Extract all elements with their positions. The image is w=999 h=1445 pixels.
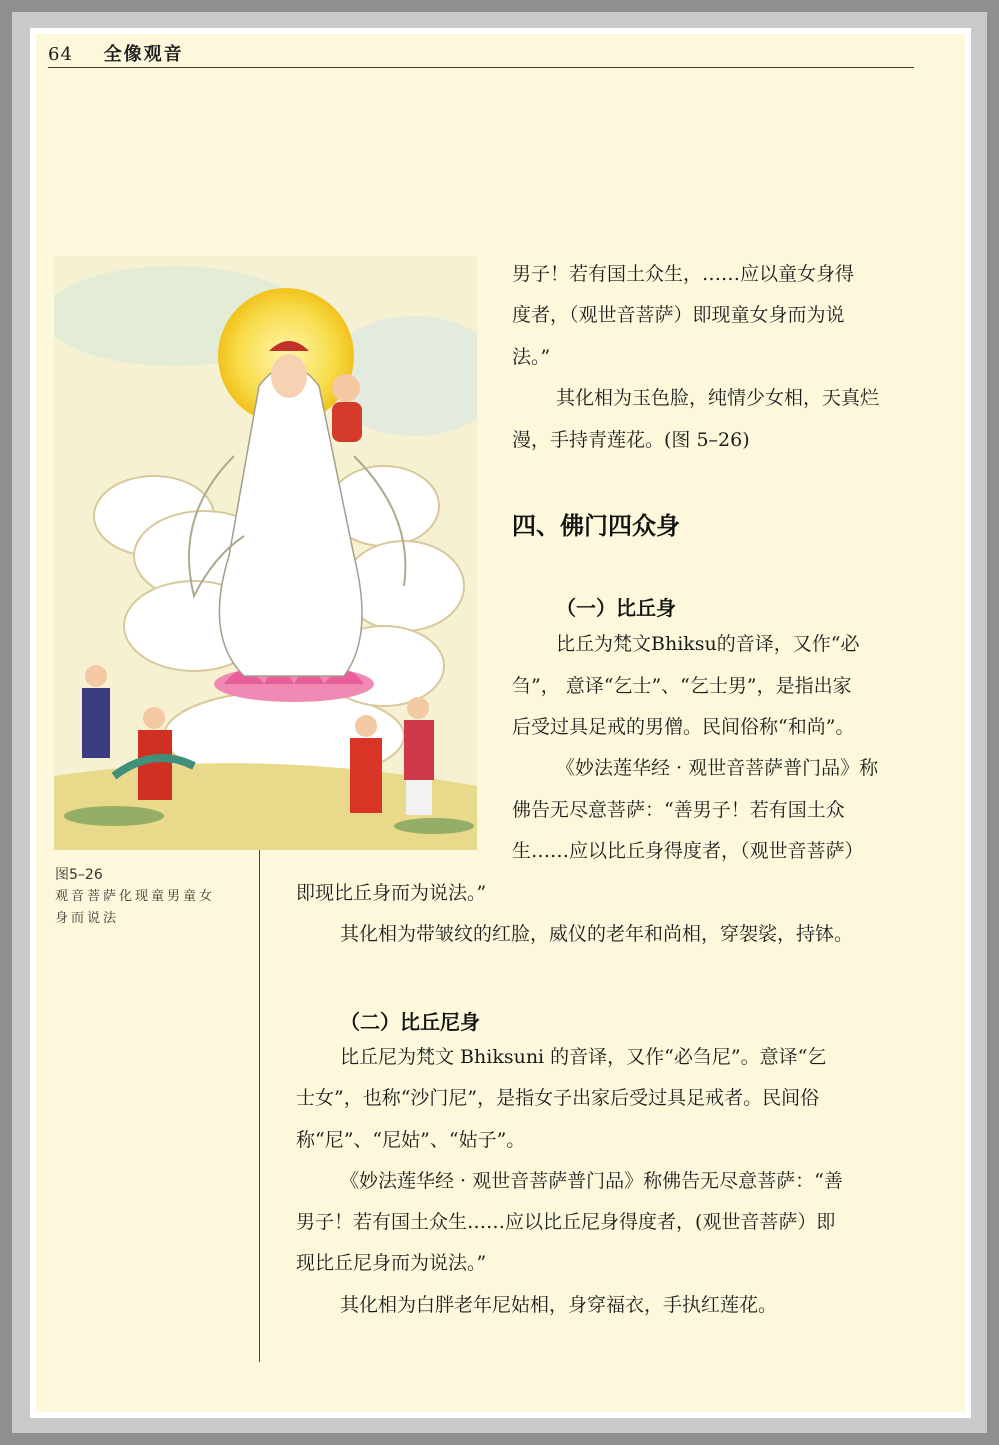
text-line: 其化相为玉色脸，纯情少女相，天真烂 <box>556 387 880 409</box>
child-figure <box>332 374 362 442</box>
text-line: 现比丘尼身而为说法。” <box>296 1252 487 1274</box>
text-line: 比丘为梵文Bhiksu的音译，又作“必 <box>556 633 860 655</box>
caption-line: 观音菩萨化现童男童女 <box>55 889 216 904</box>
text-line: 法。” <box>512 346 551 368</box>
text-line: 生……应以比丘身得度者，（观世音菩萨） <box>512 840 864 862</box>
guanyin-illustration <box>54 256 477 850</box>
text-line: 佛告无尽意菩萨：“善男子！若有国土众 <box>512 799 845 821</box>
text-line: 后受过具足戒的男僧。民间俗称“和尚”。 <box>512 716 855 738</box>
text-line: 男子！若有国土众生，……应以童女身得 <box>512 263 855 285</box>
book-title: 全像观音 <box>103 44 184 65</box>
text-line: 刍”， 意译“乞士”、“乞士男”，是指出家 <box>512 675 852 697</box>
text-line: 男子！若有国土众生……应以比丘尼身得度者，(观世音菩萨）即 <box>296 1211 836 1233</box>
text-line: 《妙法莲华经 · 观世音菩萨普门品》称佛告无尽意菩萨：“善 <box>340 1170 843 1192</box>
header-rule <box>48 67 914 68</box>
running-header <box>48 40 184 66</box>
caption-line: 身而说法 <box>55 911 120 926</box>
figure-label: 图5–26 <box>55 867 103 883</box>
text-line: 比丘尼为梵文 Bhiksuni 的音译，又作“必刍尼”。意译“乞 <box>340 1046 827 1068</box>
text-line: 称“尼”、“尼姑”、“姑子”。 <box>296 1129 526 1151</box>
text-line: 士女”，也称“沙门尼”，是指女子出家后受过具足戒者。民间俗 <box>296 1087 820 1109</box>
caption-divider <box>259 850 260 1362</box>
text-line: 漫，手持青莲花。(图 5–26) <box>512 429 750 451</box>
text-line: 其化相为白胖老年尼姑相，身穿福衣，手执红莲花。 <box>340 1294 778 1316</box>
page-number: 64 <box>48 44 73 65</box>
text-line: 《妙法莲华经 · 观世音菩萨普门品》称 <box>556 757 879 779</box>
text-line: 即现比丘身而为说法。” <box>296 882 487 904</box>
subsection-heading: （二）比丘尼身 <box>340 1010 480 1034</box>
subsection-heading: （一）比丘身 <box>556 596 676 620</box>
text-line: 其化相为带皱纹的红脸，威仪的老年和尚相，穿袈裟，持钵。 <box>340 923 854 945</box>
figure-caption <box>55 864 255 930</box>
text-line: 度者，（观世音菩萨）即现童女身而为说 <box>512 304 845 326</box>
section-heading: 四、佛门四众身 <box>512 512 680 540</box>
illustration-drawing <box>54 256 477 850</box>
